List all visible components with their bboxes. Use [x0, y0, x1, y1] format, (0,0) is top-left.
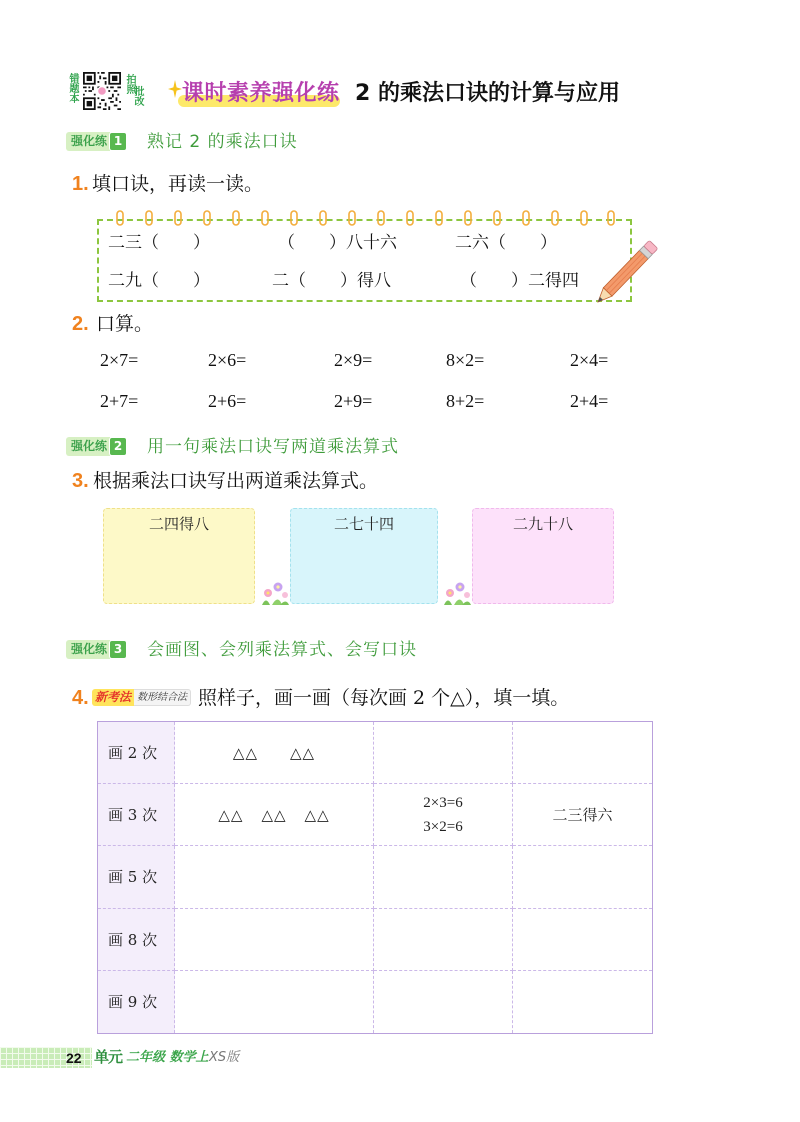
mental-math-item[interactable]: 2+6=: [208, 391, 247, 411]
spiral-rings: [112, 210, 617, 228]
table-row-label: 画 8 次: [98, 909, 175, 971]
question-prompt-1: 填口诀，再读一读。: [92, 173, 264, 195]
mental-math-item[interactable]: 2+4=: [570, 391, 609, 411]
grade-subject: 二年级 数学上: [126, 1050, 209, 1065]
equation-cell[interactable]: [374, 909, 513, 971]
qr-code-icon[interactable]: [83, 72, 121, 110]
rhyme-blank[interactable]: 二九（ ）: [108, 271, 210, 291]
mental-math-item[interactable]: 2×7=: [100, 350, 139, 370]
drawing-cell[interactable]: [175, 784, 374, 846]
drawing-cell[interactable]: [175, 722, 374, 784]
rhyme-cell[interactable]: [513, 971, 652, 1033]
mental-math-item[interactable]: 2×4=: [570, 350, 609, 370]
rhyme-blank[interactable]: 二六（ ）: [455, 233, 557, 253]
answer-box-cyan[interactable]: [290, 508, 438, 604]
answer-box-label: 二九十八: [512, 515, 573, 533]
section-title-1: 熟记 2 的乘法口诀: [147, 132, 298, 152]
answer-box-label: 二四得八: [148, 515, 209, 533]
rhyme-blank[interactable]: （ ）二得四: [460, 271, 579, 291]
rhyme-blank[interactable]: 二三（ ）: [108, 233, 210, 253]
section-badge-3: [66, 640, 127, 659]
question-number-3: 3.: [72, 470, 89, 492]
triangle-pair: △△: [290, 743, 316, 762]
question-number-4: 4.: [72, 687, 89, 709]
mental-math-item[interactable]: 8×2=: [446, 350, 485, 370]
rhyme-cell[interactable]: 二三得六: [513, 784, 652, 846]
section-title-3: 会画图、会列乘法算式、会写口诀: [147, 640, 417, 660]
answer-box-label: 二七十四: [333, 515, 394, 533]
tag-method-label: 数形结合法: [134, 689, 191, 706]
rhyme-blank[interactable]: （ ）八十六: [278, 233, 397, 253]
section-badge-1: [66, 132, 127, 151]
flower-icon: [440, 576, 472, 606]
page-number: 22: [66, 1050, 82, 1066]
mental-math-item[interactable]: 2×9=: [334, 350, 373, 370]
question-number-2: 2.: [72, 313, 89, 335]
equation: 2×3=6: [423, 794, 463, 811]
mental-math-item[interactable]: 8+2=: [446, 391, 485, 411]
wrong-question-book-label: 错题本: [67, 73, 78, 103]
triangle-pair: △△: [232, 743, 258, 762]
badge-label: 强化练: [66, 437, 110, 456]
section-badge-2: [66, 437, 127, 456]
badge-number: 1: [109, 132, 127, 151]
series-title: 课时素养强化练: [182, 81, 340, 106]
question-number-1: 1.: [72, 173, 89, 195]
equation-cell[interactable]: [374, 722, 513, 784]
mental-math-item[interactable]: 2+7=: [100, 391, 139, 411]
rhyme-cell[interactable]: [513, 722, 652, 784]
triangle-pair: △△: [304, 805, 330, 824]
edition-label: XS版: [209, 1050, 240, 1065]
badge-number: 2: [109, 437, 127, 456]
drawing-table: [97, 721, 653, 1034]
badge-label: 强化练: [66, 132, 110, 151]
photo-grading-label-part2: 批改: [132, 86, 143, 106]
answer-box-yellow[interactable]: [103, 508, 255, 604]
mental-math-item[interactable]: 2+9=: [334, 391, 373, 411]
answer-box-pink[interactable]: [472, 508, 614, 604]
rhyme-cell[interactable]: [513, 846, 652, 908]
table-row-label: 画 9 次: [98, 971, 175, 1033]
equation-cell[interactable]: [374, 784, 513, 846]
flower-icon: [258, 576, 290, 606]
new-method-tag: [92, 689, 191, 706]
table-row-label: 画 5 次: [98, 846, 175, 908]
rhyme-cell[interactable]: [513, 909, 652, 971]
pencil-icon: [592, 238, 662, 308]
rhyme-blank[interactable]: 二（ ）得八: [272, 271, 391, 291]
equation: 3×2=6: [423, 818, 463, 835]
section-title-2: 用一句乘法口诀写两道乘法算式: [147, 437, 399, 457]
drawing-cell[interactable]: [175, 971, 374, 1033]
question-prompt-3: 根据乘法口诀写出两道乘法算式。: [93, 470, 379, 492]
lesson-title: 2 的乘法口诀的计算与应用: [355, 81, 620, 106]
brand-logo: 单元: [94, 1048, 123, 1066]
photo-grading-label-part1: 拍照: [124, 74, 135, 94]
tag-new-label: 新考法: [92, 689, 134, 706]
equation-cell[interactable]: [374, 971, 513, 1033]
badge-number: 3: [109, 640, 127, 659]
table-row-label: 画 2 次: [98, 722, 175, 784]
question-prompt-2: 口算。: [96, 313, 154, 335]
question-prompt-4: 照样子，画一画（每次画 2 个△），填一填。: [198, 687, 570, 709]
triangle-pair: △△: [218, 805, 244, 824]
triangle-pair: △△: [261, 805, 287, 824]
table-row-label: 画 3 次: [98, 784, 175, 846]
equation-list: [423, 794, 462, 836]
mental-math-item[interactable]: 2×6=: [208, 350, 247, 370]
drawing-cell[interactable]: [175, 846, 374, 908]
equation-cell[interactable]: [374, 846, 513, 908]
drawing-cell[interactable]: [175, 909, 374, 971]
badge-label: 强化练: [66, 640, 110, 659]
